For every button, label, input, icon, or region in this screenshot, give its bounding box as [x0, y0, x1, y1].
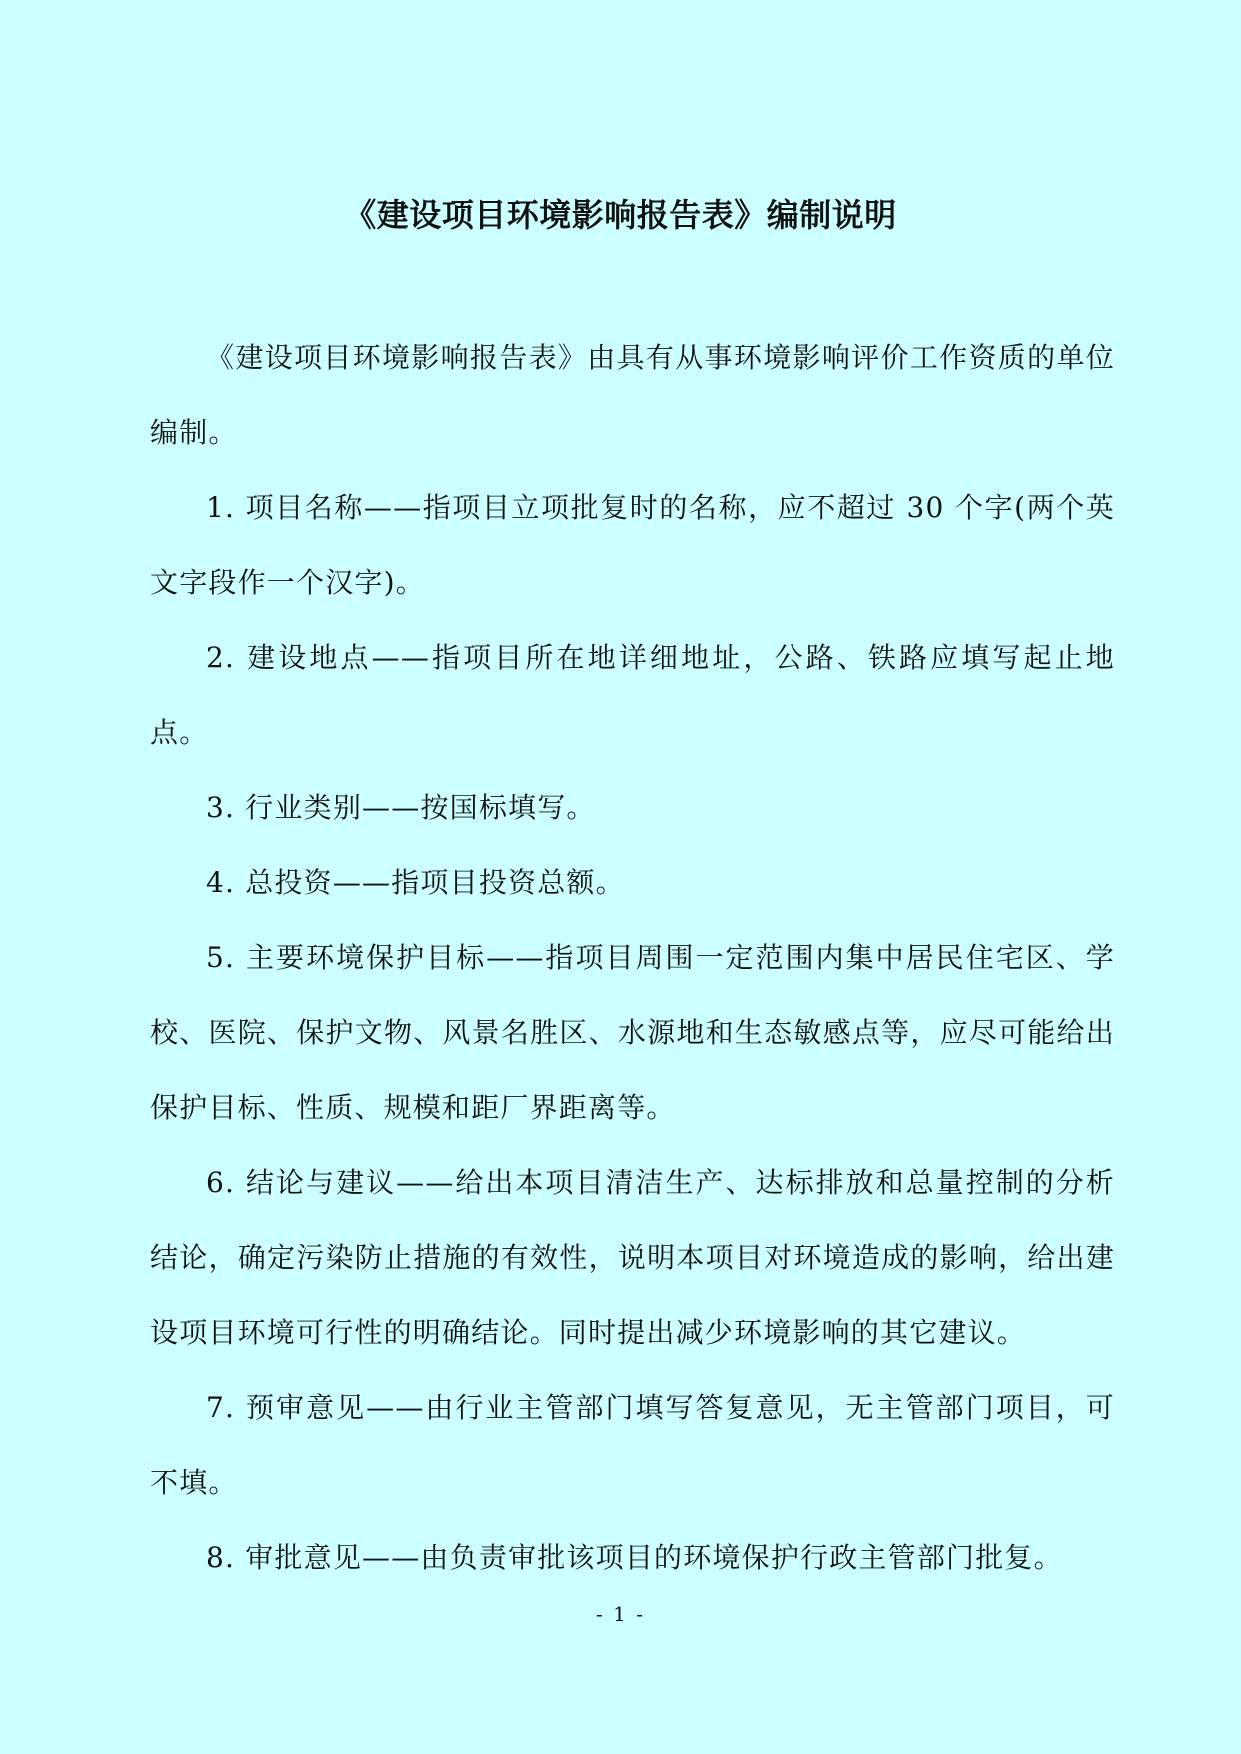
item-protection-targets: 5. 主要环境保护目标——指项目周围一定范围内集中居民住宅区、学校、医院、保护文物、风景名胜区、水源地和生态敏感点等，应尽可能给出保护目标、性质、规模和距厂界距离等。: [150, 941, 1115, 1124]
item-pre-review: 7. 预审意见——由行业主管部门填写答复意见，无主管部门项目，可不填。: [150, 1391, 1115, 1499]
page-number: - 1 -: [596, 1602, 645, 1626]
item-industry-category: 3. 行业类别——按国标填写。: [206, 791, 596, 824]
item-project-name: 1. 项目名称——指项目立项批复时的名称，应不超过 30 个字(两个英文字段作一个汉字)。: [150, 491, 1115, 599]
intro-paragraph: 《建设项目环境影响报告表》由具有从事环境影响评价工作资质的单位编制。: [150, 341, 1115, 449]
document-title: 《建设项目环境影响报告表》编制说明: [344, 196, 897, 234]
item-conclusions: 6. 结论与建议——给出本项目清洁生产、达标排放和总量控制的分析结论，确定污染防止措施的有效性，说明本项目对环境造成的影响，给出建设项目环境可行性的明确结论。同时提出减少环境影响的其它建议。: [150, 1166, 1115, 1349]
item-total-investment: 4. 总投资——指项目投资总额。: [206, 866, 625, 899]
item-approval: 8. 审批意见——由负责审批该项目的环境保护行政主管部门批复。: [206, 1541, 1063, 1574]
item-construction-site: 2. 建设地点——指项目所在地详细地址，公路、铁路应填写起止地点。: [150, 641, 1115, 749]
document-body: [150, 320, 1115, 1595]
